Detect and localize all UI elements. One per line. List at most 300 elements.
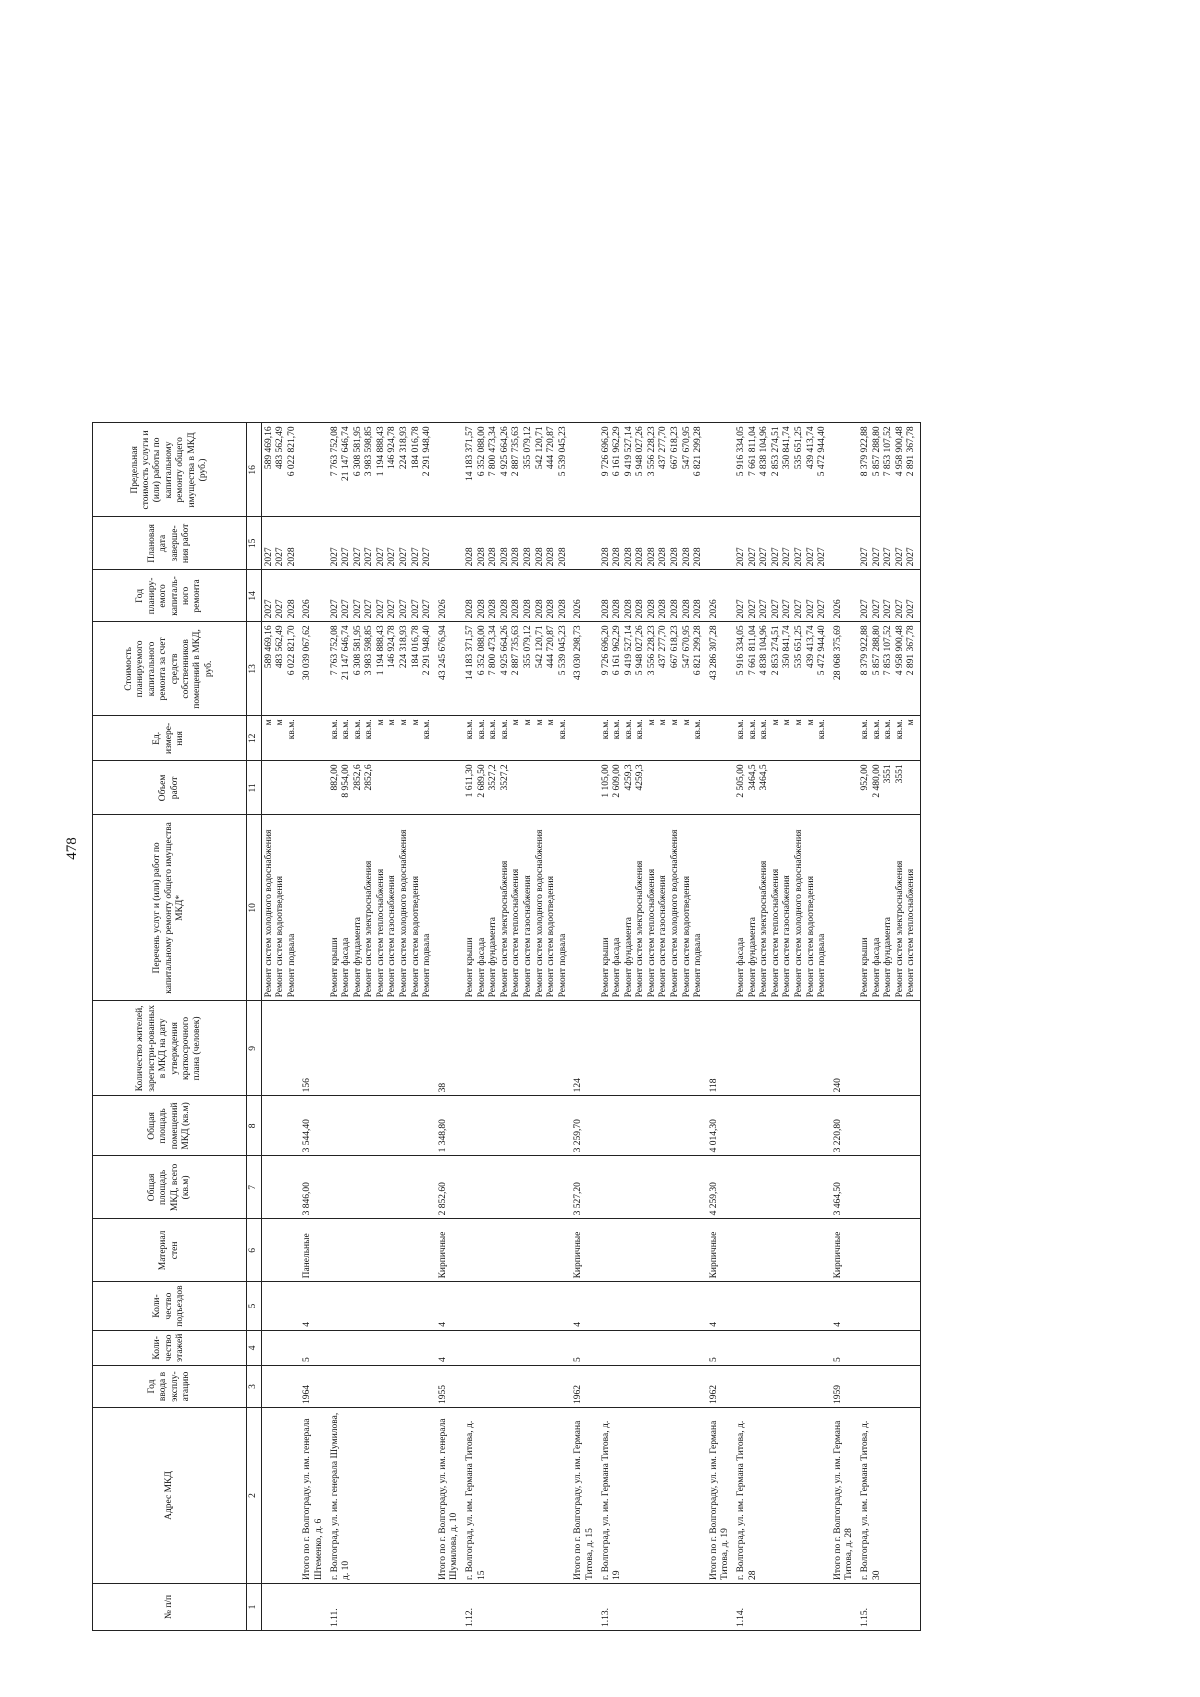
- work-cost: 146 924,78: [387, 625, 398, 669]
- work-unit: м: [375, 719, 386, 726]
- table-cell: [707, 1219, 734, 1282]
- work-date: 2028: [511, 547, 522, 567]
- work-unit: м: [387, 719, 398, 726]
- work-year: 2027: [364, 599, 375, 619]
- work-date: 2027: [817, 547, 828, 567]
- column-number: 15: [247, 517, 262, 570]
- table-cell: [300, 1408, 327, 1584]
- table-cell: [463, 423, 571, 517]
- work-unit: кв.м.: [364, 719, 375, 740]
- work-limit: 6 821 299,28: [693, 426, 704, 477]
- work-item: Ремонт систем теплоснабжения: [906, 868, 917, 998]
- total-area-rooms: 3 544,40: [302, 1119, 313, 1153]
- table-cell: [300, 1219, 327, 1282]
- table-cell: [261, 1366, 300, 1408]
- work-item: Ремонт систем водоотведения: [805, 876, 816, 998]
- table-cell: [831, 815, 858, 1001]
- table-row: [261, 423, 300, 1631]
- work-date: 2028: [646, 547, 657, 567]
- table-cell: [436, 761, 463, 815]
- table-cell: [328, 517, 436, 570]
- table-cell: [261, 423, 300, 517]
- table-cell: [436, 423, 463, 517]
- table-cell: [436, 815, 463, 1001]
- table-cell: [707, 1366, 734, 1408]
- total-row: [831, 423, 858, 1631]
- work-unit: кв.м.: [747, 719, 758, 740]
- work-cost: 6 821 299,28: [693, 625, 704, 676]
- work-limit: 6 022 821,70: [286, 426, 297, 477]
- table-cell: [734, 761, 831, 815]
- work-volume: [658, 764, 670, 811]
- work-item: Ремонт систем теплоснабжения: [511, 868, 522, 998]
- work-cost: 14 183 371,57: [465, 625, 476, 681]
- table-cell: [599, 815, 707, 1001]
- work-item: Ремонт систем электроснабжения: [635, 860, 646, 998]
- work-item: Ремонт систем холодного водоснабжения: [534, 829, 545, 998]
- work-item: Ремонт крыши: [465, 937, 476, 998]
- table-cell: [261, 716, 300, 761]
- table-cell: [707, 1156, 734, 1219]
- work-cost: 6 352 088,00: [476, 625, 487, 676]
- table-cell: [858, 815, 920, 1001]
- column-number: 1: [247, 1584, 262, 1631]
- work-date: 2028: [465, 547, 476, 567]
- work-unit: м: [522, 719, 533, 726]
- work-limit: 4 925 664,26: [499, 426, 510, 477]
- work-unit: кв.м.: [871, 719, 882, 740]
- table-cell: [463, 815, 571, 1001]
- work-unit: м: [770, 719, 781, 726]
- work-cost: 535 651,25: [793, 625, 804, 669]
- work-item: Ремонт фасада: [476, 937, 487, 998]
- table-cell: [831, 622, 858, 716]
- total-cost: 30 039 067,62: [302, 625, 313, 681]
- work-unit: м: [782, 719, 793, 726]
- work-limit: 4 838 104,96: [759, 426, 770, 477]
- work-unit: кв.м.: [693, 719, 704, 740]
- table-cell: [831, 1366, 858, 1408]
- work-unit: м: [646, 719, 657, 726]
- work-limit: 21 147 646,74: [341, 426, 352, 482]
- table-cell: [300, 1330, 327, 1365]
- table-cell: [463, 1408, 571, 1584]
- table-cell: [571, 517, 598, 570]
- work-date: 2027: [364, 547, 375, 567]
- table-cell: [599, 1282, 707, 1330]
- work-item: Ремонт подвала: [286, 933, 297, 998]
- work-cost: 5 948 027,26: [635, 625, 646, 676]
- total-entrances: 4: [573, 1321, 584, 1327]
- work-date: 2027: [275, 547, 286, 567]
- work-volume: [806, 764, 818, 811]
- work-item: Ремонт фасада: [736, 937, 747, 998]
- total-area-rooms: 3 220,80: [832, 1119, 843, 1153]
- work-year: 2027: [770, 599, 781, 619]
- table-row: [328, 423, 436, 1631]
- table-row: [734, 423, 831, 1631]
- work-limit: 224 318,93: [399, 426, 410, 470]
- table-cell: [858, 1330, 920, 1365]
- work-cost: 667 618,23: [670, 625, 681, 669]
- total-floors: 5: [832, 1357, 843, 1362]
- work-year: 2027: [782, 599, 793, 619]
- work-date: 2028: [534, 547, 545, 567]
- table-cell: [436, 1219, 463, 1282]
- address: г. Волгоград, ул. им. Германа Титова, д. 15: [465, 1420, 487, 1580]
- column-number: 10: [247, 815, 262, 1001]
- total-label: Итого по г. Волгограду, ул. им. Германа Титова, д. 15: [573, 1420, 595, 1580]
- work-limit: 6 161 962,29: [612, 426, 623, 477]
- work-date: 2028: [499, 547, 510, 567]
- work-limit: 483 562,49: [275, 426, 286, 470]
- table-cell: [300, 716, 327, 761]
- total-cost-year: 2026: [708, 599, 719, 619]
- work-unit: м: [670, 719, 681, 726]
- total-label: Итого по г. Волгограду, ул. им. генерала Штеменко, д. 6: [302, 1418, 324, 1580]
- table-cell: [831, 1219, 858, 1282]
- work-year: 2027: [817, 599, 828, 619]
- work-item: Ремонт фундамента: [883, 917, 894, 998]
- work-cost: 21 147 646,74: [341, 625, 352, 681]
- work-unit: кв.м.: [759, 719, 770, 740]
- table-cell: [707, 1096, 734, 1156]
- work-item: Ремонт систем холодного водоснабжения: [263, 829, 274, 998]
- table-cell: [463, 1156, 571, 1219]
- work-year: 2027: [399, 599, 410, 619]
- work-cost: 5 472 944,40: [817, 625, 828, 676]
- work-item: Ремонт фундамента: [488, 917, 499, 998]
- work-cost: 350 841,74: [782, 625, 793, 669]
- table-cell: [328, 761, 436, 815]
- work-year: 2028: [681, 599, 692, 619]
- table-cell: [261, 1330, 300, 1365]
- work-unit: м: [546, 719, 557, 726]
- table-cell: [734, 622, 831, 716]
- table-cell: [328, 1408, 436, 1584]
- work-date: 2028: [658, 547, 669, 567]
- work-date: 2028: [635, 547, 646, 567]
- work-volume: [411, 764, 423, 811]
- work-year: 2028: [465, 599, 476, 619]
- work-unit: м: [410, 719, 421, 726]
- work-volume: [682, 764, 694, 811]
- table-cell: [707, 622, 734, 716]
- table-cell: [328, 423, 436, 517]
- work-limit: 350 841,74: [782, 426, 793, 470]
- table-cell: [858, 1408, 920, 1584]
- table-cell: [707, 1330, 734, 1365]
- work-unit: м: [658, 719, 669, 726]
- work-unit: м: [263, 719, 274, 726]
- work-limit: 9 419 527,14: [623, 426, 634, 477]
- work-item: Ремонт систем электроснабжения: [499, 860, 510, 998]
- work-volume: 3551: [894, 764, 905, 784]
- table-cell: [707, 1584, 734, 1631]
- total-year: 1959: [832, 1385, 843, 1404]
- work-cost: 6 022 821,70: [286, 625, 297, 676]
- table-cell: [300, 1001, 327, 1096]
- column-header: Плановая дата заверше-ния работ: [93, 517, 247, 570]
- total-year: 1955: [437, 1385, 448, 1404]
- table-cell: [328, 1001, 436, 1096]
- work-item: Ремонт систем водоотведения: [681, 876, 692, 998]
- work-unit: кв.м.: [465, 719, 476, 740]
- work-item: Ремонт подвала: [422, 933, 433, 998]
- total-cost: 43 245 676,94: [437, 625, 448, 681]
- table-cell: [463, 716, 571, 761]
- total-cost: 28 068 375,69: [832, 625, 843, 681]
- work-item: Ремонт систем газоснабжения: [522, 875, 533, 998]
- table-cell: [734, 570, 831, 622]
- work-item: Ремонт систем теплоснабжения: [646, 868, 657, 998]
- work-cost: 7 661 811,04: [747, 625, 758, 675]
- table-cell: [571, 1156, 598, 1219]
- work-unit: кв.м.: [499, 719, 510, 740]
- work-year: 2027: [894, 599, 905, 619]
- work-date: 2028: [623, 547, 634, 567]
- table-cell: [831, 761, 858, 815]
- total-entrances: 4: [437, 1321, 448, 1327]
- column-number: 9: [247, 1001, 262, 1096]
- table-cell: [858, 1219, 920, 1282]
- work-volume: 4259,3: [635, 764, 646, 791]
- total-year: 1962: [573, 1385, 584, 1404]
- work-volume: 8 954,00: [341, 764, 352, 798]
- table-cell: [328, 1330, 436, 1365]
- work-item: Ремонт фундамента: [623, 917, 634, 998]
- table-cell: [261, 1408, 300, 1584]
- table-cell: [261, 1096, 300, 1156]
- table-cell: [707, 1282, 734, 1330]
- work-item: Ремонт систем газоснабжения: [782, 875, 793, 998]
- table-cell: [571, 1408, 598, 1584]
- table-cell: [328, 622, 436, 716]
- work-item: Ремонт систем газоснабжения: [387, 875, 398, 998]
- total-row: [436, 423, 463, 1631]
- table-cell: [707, 1001, 734, 1096]
- total-cost: 43 030 298,73: [573, 625, 584, 681]
- column-header: Предельная стоимость услуги и (или) работы по капитальному ремонту общего имущества в МКД (руб.): [93, 423, 247, 517]
- work-year: 2028: [646, 599, 657, 619]
- work-year: 2028: [286, 599, 297, 619]
- table-cell: [734, 716, 831, 761]
- column-header: Адрес МКД: [93, 1408, 247, 1584]
- total-cost-year: 2026: [573, 599, 584, 619]
- column-header: Ед. измере-ния: [93, 716, 247, 761]
- work-date: 2027: [759, 547, 770, 567]
- column-header: Материал стен: [93, 1219, 247, 1282]
- table-cell: [436, 1096, 463, 1156]
- column-number: 7: [247, 1156, 262, 1219]
- table-cell: [261, 761, 300, 815]
- work-limit: 2 887 735,63: [511, 426, 522, 477]
- work-year: 2027: [275, 599, 286, 619]
- work-volume: 1 105,00: [600, 764, 611, 798]
- table-cell: [300, 1282, 327, 1330]
- work-date: 2028: [488, 547, 499, 567]
- total-cost-year: 2026: [302, 599, 313, 619]
- column-header: Коли-чество подъездов: [93, 1282, 247, 1330]
- work-item: Ремонт фасада: [871, 937, 882, 998]
- work-limit: 667 618,23: [670, 426, 681, 470]
- table-cell: [463, 1001, 571, 1096]
- table-cell: [858, 716, 920, 761]
- total-material: Кирпичные: [832, 1231, 843, 1279]
- column-number: 14: [247, 570, 262, 622]
- table-cell: [463, 761, 571, 815]
- total-row: [707, 423, 734, 1631]
- work-limit: 5 916 334,05: [736, 426, 747, 477]
- work-cost: 5 857 288,80: [871, 625, 882, 676]
- capital-repair-plan-table: [92, 422, 921, 1631]
- table-cell: [436, 1156, 463, 1219]
- column-number: 4: [247, 1330, 262, 1365]
- item-number: 1.11.: [329, 1608, 340, 1627]
- work-date: 2027: [770, 547, 781, 567]
- work-volume: [422, 764, 434, 811]
- table-cell: [858, 1282, 920, 1330]
- work-unit: кв.м.: [894, 719, 905, 740]
- work-year: 2027: [747, 599, 758, 619]
- table-cell: [300, 1366, 327, 1408]
- column-number: 2: [247, 1408, 262, 1584]
- work-cost: 3 556 228,23: [646, 625, 657, 676]
- work-date: 2027: [341, 547, 352, 567]
- table-cell: [707, 517, 734, 570]
- total-cost: 43 286 307,28: [708, 625, 719, 681]
- work-unit: м: [534, 719, 545, 726]
- table-cell: [261, 570, 300, 622]
- work-year: 2028: [534, 599, 545, 619]
- table-cell: [436, 1584, 463, 1631]
- table-cell: [734, 1219, 831, 1282]
- work-limit: 14 183 371,57: [465, 426, 476, 482]
- work-cost: 444 720,87: [546, 625, 557, 669]
- table-cell: [328, 716, 436, 761]
- work-limit: 542 120,71: [534, 426, 545, 470]
- work-item: Ремонт фасада: [341, 937, 352, 998]
- total-residents: 38: [437, 1082, 448, 1093]
- work-year: 2028: [511, 599, 522, 619]
- work-cost: 4 925 664,26: [499, 625, 510, 676]
- work-unit: кв.м.: [623, 719, 634, 740]
- work-date: 2027: [859, 547, 870, 567]
- work-item: Ремонт систем водоотведения: [546, 876, 557, 998]
- work-year: 2028: [600, 599, 611, 619]
- work-cost: 5 916 334,05: [736, 625, 747, 676]
- table-cell: [261, 517, 300, 570]
- table-cell: [463, 1096, 571, 1156]
- work-unit: кв.м.: [476, 719, 487, 740]
- address: г. Волгоград, ул. им. генерала Шумилова, д. 10: [329, 1412, 352, 1580]
- address: г. Волгоград, ул. им. Германа Титова, д. 28: [736, 1420, 758, 1580]
- total-floors: 4: [437, 1357, 448, 1362]
- table-cell: [831, 517, 858, 570]
- total-area-total: 3 527,20: [573, 1182, 584, 1216]
- total-entrances: 4: [832, 1321, 843, 1327]
- work-item: Ремонт систем электроснабжения: [759, 860, 770, 998]
- work-volume: 3527,2: [488, 764, 499, 791]
- table-cell: [831, 423, 858, 517]
- table-cell: [571, 1001, 598, 1096]
- table-cell: [831, 1096, 858, 1156]
- total-entrances: 4: [708, 1321, 719, 1327]
- table-cell: [858, 1584, 920, 1631]
- work-unit: кв.м.: [329, 719, 340, 740]
- table-cell: [831, 1330, 858, 1365]
- work-year: 2028: [557, 599, 568, 619]
- work-year: 2027: [410, 599, 421, 619]
- table-cell: [261, 815, 300, 1001]
- work-item: Ремонт систем водоотведения: [410, 876, 421, 998]
- table-cell: [599, 761, 707, 815]
- total-material: Кирпичные: [437, 1231, 448, 1279]
- work-cost: 355 079,12: [522, 625, 533, 669]
- column-header: Перечень услуг и (или) работ по капитальному ремонту общего имущества МКД*: [93, 815, 247, 1001]
- column-header: Коли-чество этажей: [93, 1330, 247, 1365]
- table-cell: [599, 1366, 707, 1408]
- table-cell: [734, 1282, 831, 1330]
- table-cell: [831, 1408, 858, 1584]
- work-unit: кв.м.: [286, 719, 297, 740]
- work-date: 2027: [352, 547, 363, 567]
- work-cost: 7 853 107,52: [883, 625, 894, 676]
- table-cell: [599, 716, 707, 761]
- work-volume: [287, 764, 299, 811]
- work-unit: кв.м.: [352, 719, 363, 740]
- column-number: 11: [247, 761, 262, 815]
- table-cell: [734, 423, 831, 517]
- work-volume: [817, 764, 829, 811]
- table-cell: [463, 1282, 571, 1330]
- work-limit: 9 726 696,20: [600, 426, 611, 477]
- work-item: Ремонт фундамента: [352, 917, 363, 998]
- table-cell: [328, 1219, 436, 1282]
- work-volume: 2 480,00: [871, 764, 882, 798]
- total-area-rooms: 1 348,80: [437, 1119, 448, 1153]
- work-year: 2027: [352, 599, 363, 619]
- work-date: 2027: [410, 547, 421, 567]
- table-cell: [734, 1096, 831, 1156]
- table-row: [599, 423, 707, 1631]
- work-volume: 2852,6: [352, 764, 363, 791]
- work-cost: 2 853 274,51: [770, 625, 781, 676]
- work-cost: 8 379 922,88: [859, 625, 870, 676]
- work-volume: [523, 764, 535, 811]
- total-material: Кирпичные: [573, 1231, 584, 1279]
- work-volume: [399, 764, 411, 811]
- table-cell: [707, 1408, 734, 1584]
- work-volume: 2852,6: [364, 764, 375, 791]
- item-number: 1.13.: [600, 1608, 611, 1627]
- table-cell: [571, 1219, 598, 1282]
- work-cost: 224 318,93: [399, 625, 410, 669]
- table-cell: [436, 1330, 463, 1365]
- total-area-total: 3 846,00: [302, 1182, 313, 1216]
- total-label: Итого по г. Волгограду, ул. им. генерала Шумилова, д. 10: [437, 1418, 460, 1580]
- total-entrances: 4: [302, 1321, 313, 1327]
- table-cell: [831, 570, 858, 622]
- table-cell: [571, 1096, 598, 1156]
- work-unit: кв.м.: [341, 719, 352, 740]
- work-cost: 542 120,71: [534, 625, 545, 669]
- table-cell: [328, 1156, 436, 1219]
- table-cell: [463, 1584, 571, 1631]
- work-date: 2027: [263, 547, 274, 567]
- work-item: Ремонт крыши: [859, 937, 870, 998]
- work-cost: 483 562,49: [275, 625, 286, 669]
